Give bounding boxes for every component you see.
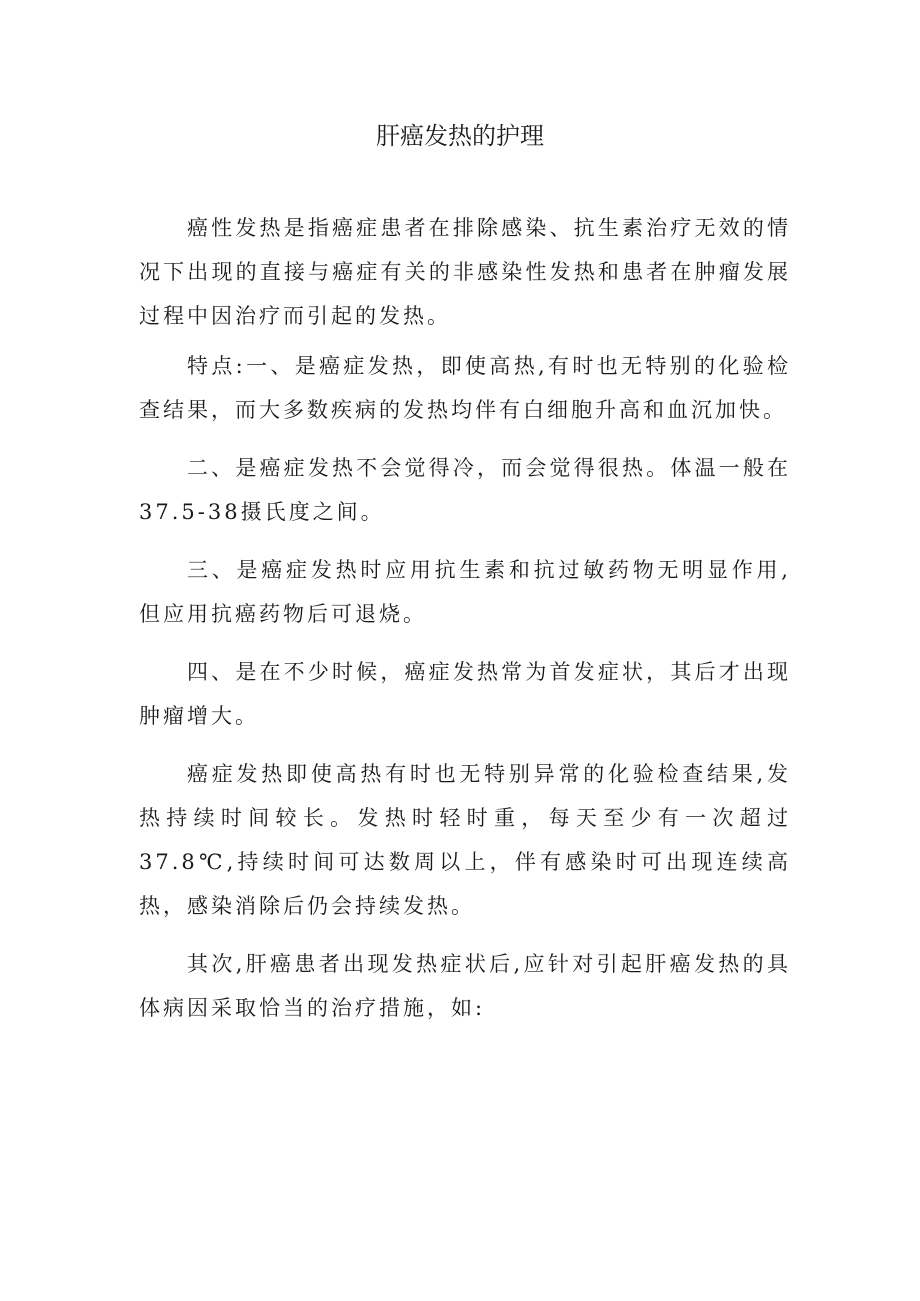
paragraph-fever-pattern: 癌症发热即使高热有时也无特别异常的化验检查结果,发热持续时间较长。发热时轻时重，每天至少有一次超过37.8℃,持续时间可达数周以上，伴有感染时可出现连续高热，感染消除后仍会持续发热。 bbox=[139, 762, 791, 918]
paragraph-feature-three: 三、是癌症发热时应用抗生素和抗过敏药物无明显作用,但应用抗癌药物后可退烧。 bbox=[139, 558, 791, 626]
paragraph-treatment: 其次,肝癌患者出现发热症状后,应针对引起肝癌发热的具体病因采取恰当的治疗措施，如: bbox=[139, 952, 791, 1020]
document-title: 肝癌发热的护理 bbox=[376, 122, 544, 150]
paragraph-definition: 癌性发热是指癌症患者在排除感染、抗生素治疗无效的情况下出现的直接与癌症有关的非感染性发热和患者在肿瘤发展过程中因治疗而引起的发热。 bbox=[139, 216, 791, 328]
document-body bbox=[139, 206, 791, 1030]
paragraph-feature-two: 二、是癌症发热不会觉得冷，而会觉得很热。体温一般在37.5-38摄氏度之间。 bbox=[139, 456, 791, 524]
paragraph-feature-one: 特点:一、是癌症发热，即使高热,有时也无特别的化验检查结果，而大多数疾病的发热均伴有白细胞升高和血沉加快。 bbox=[139, 354, 791, 422]
paragraph-feature-four: 四、是在不少时候，癌症发热常为首发症状，其后才出现肿瘤增大。 bbox=[139, 660, 791, 728]
